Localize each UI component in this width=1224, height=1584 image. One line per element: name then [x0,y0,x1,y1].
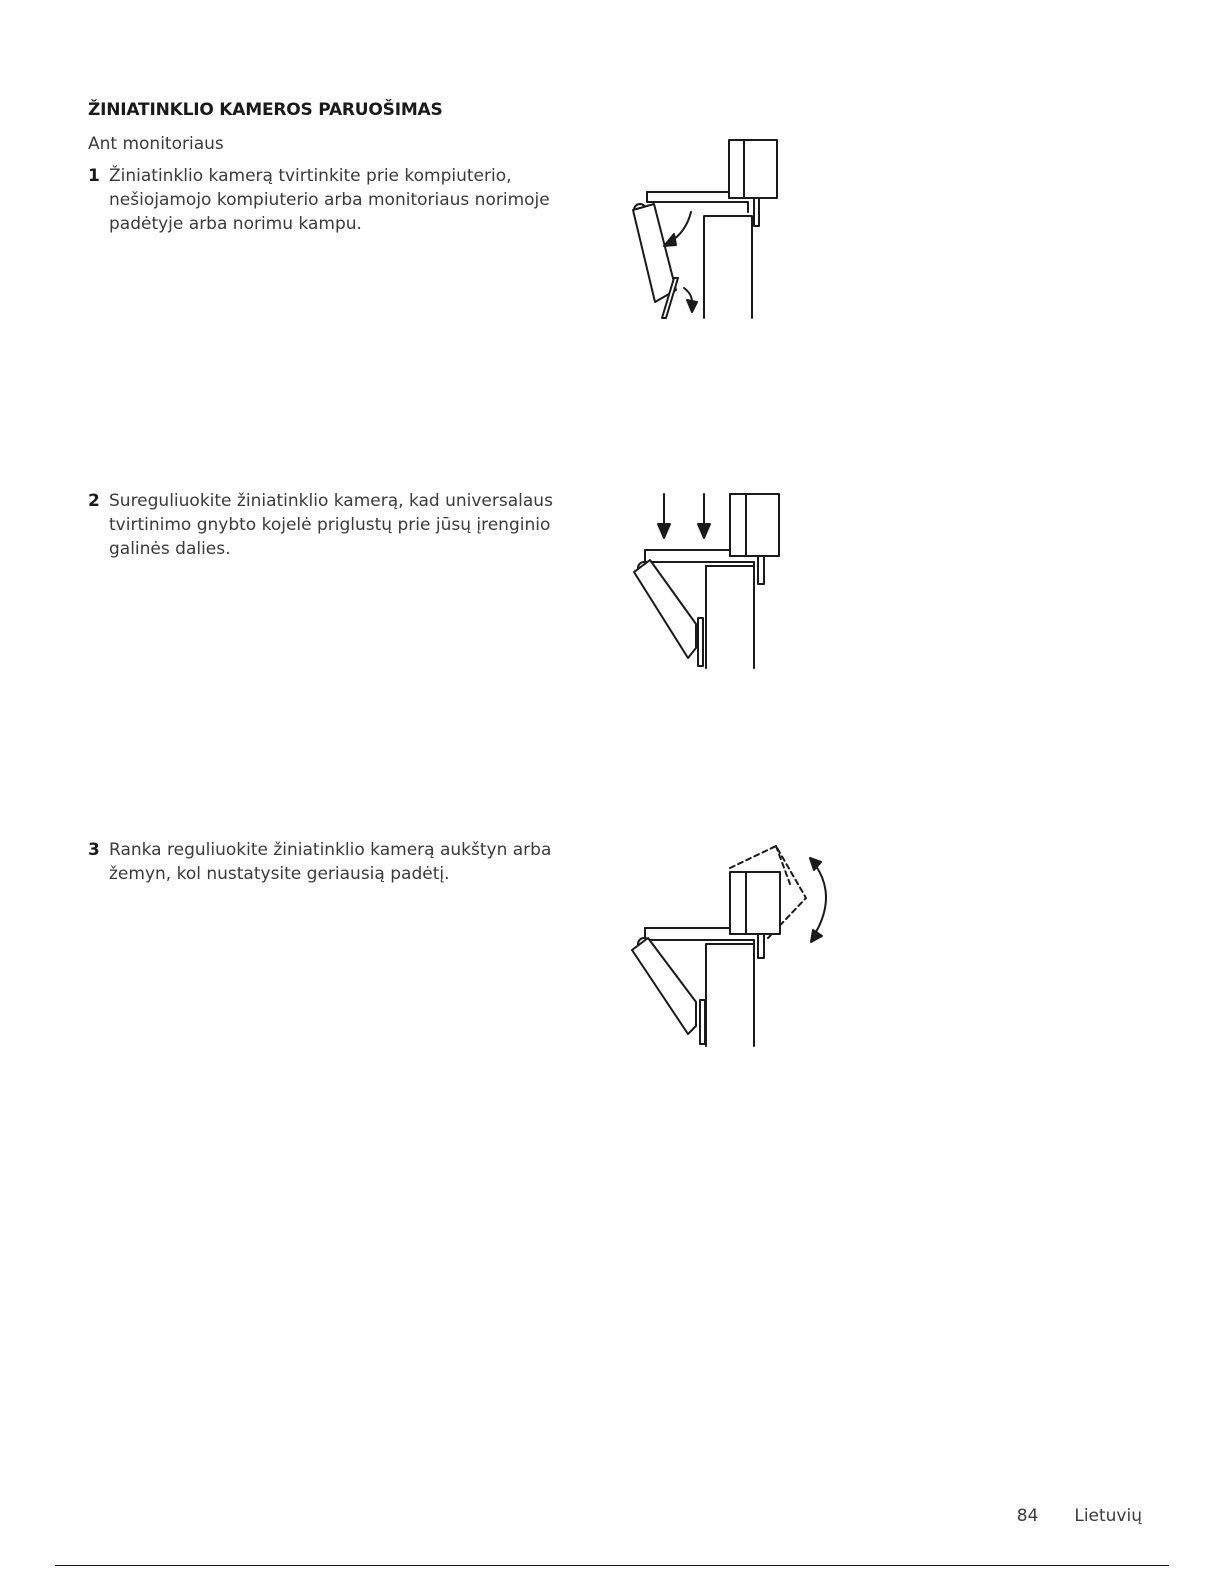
step-text: Ranka reguliuokite žiniatinklio kamerą aukštyn arba žemyn, kol nustatysite geriausią padėtį. [109,840,552,884]
step-1 [88,164,588,236]
section-title: ŽINIATINKLIO KAMEROS PARUOŠIMAS [88,100,443,120]
footer-divider [55,1565,1169,1566]
step-text: Žiniatinklio kamerą tvirtinkite prie kompiuterio, nešiojamojo kompiuterio arba monitoriaus norimoje padėtyje arba norimu kampu. [109,166,550,234]
step-2 [88,489,588,561]
step-number: 2 [88,491,100,511]
webcam-mount-press-down-icon [618,488,788,673]
step-3 [88,838,588,886]
page-number: 84 [1016,1506,1039,1526]
step-number: 3 [88,840,100,860]
page-footer [1017,1506,1142,1526]
footer-language: Lietuvių [1074,1506,1142,1526]
webcam-mount-unfold-icon [618,132,788,322]
webcam-tilt-adjust-icon [618,840,848,1050]
section-subtitle: Ant monitoriaus [88,134,224,154]
step-text: Sureguliuokite žiniatinklio kamerą, kad universalaus tvirtinimo gnybto kojelė priglustų prie jūsų įrenginio galinės dalies. [109,491,553,559]
step-number: 1 [88,166,100,186]
